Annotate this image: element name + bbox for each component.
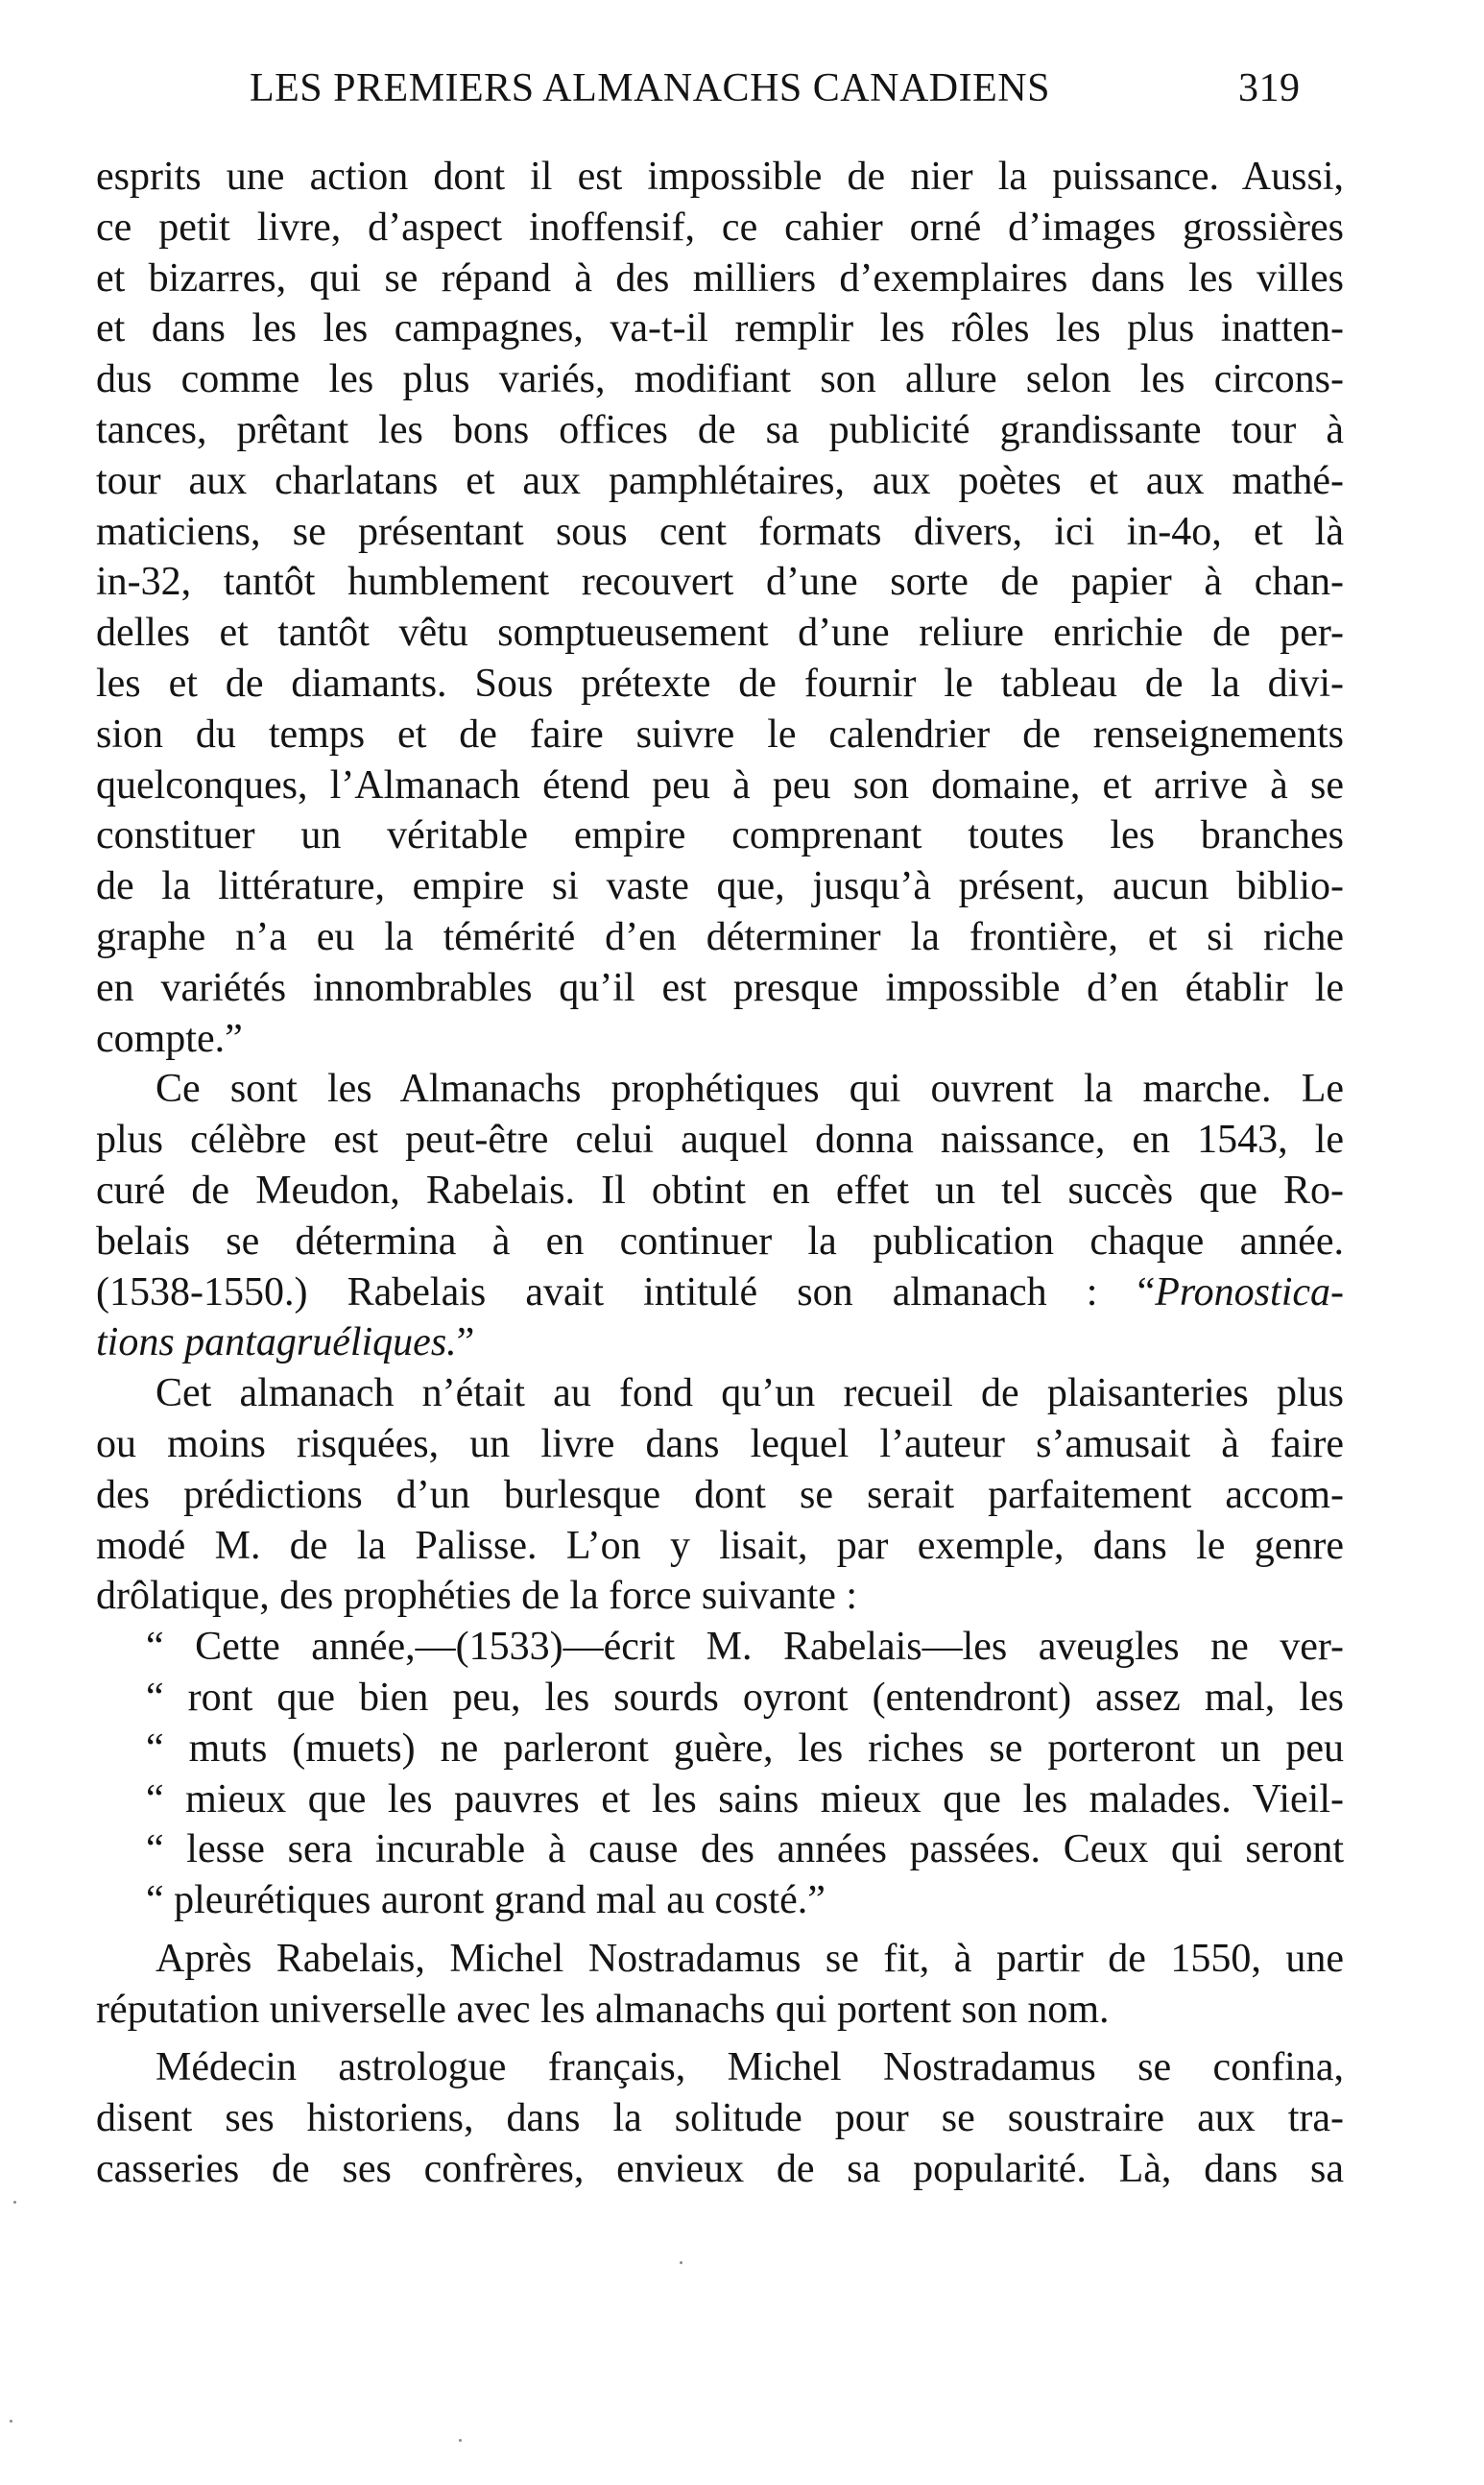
- quote-line: “ pleurétiques auront grand mal au costé.”: [146, 1878, 826, 1923]
- text-line: dus comme les plus variés, modifiant son allure selon les circons-: [96, 357, 1344, 402]
- text-line: [96, 1267, 1344, 1318]
- text-line: maticiens, se présentant sous cent formats divers, ici in-4o, et là: [96, 509, 1344, 554]
- page-number: 319: [1238, 66, 1301, 110]
- text-line: [96, 1317, 1344, 1368]
- quote-line: “ muts (muets) ne parleront guère, les riches se porteront un peu: [146, 1725, 1344, 1771]
- body-text: [96, 152, 1344, 2195]
- text-line: et dans les les campagnes, va-t-il remplir les rôles les plus inatten-: [96, 306, 1344, 351]
- text-line: in-32, tantôt humblement recouvert d’une sorte de papier à chan-: [96, 560, 1344, 605]
- text-line: en variétés innombrables qu’il est presque impossible d’en établir le: [96, 965, 1344, 1010]
- text-line: tour aux charlatans et aux pamphlétaires, aux poètes et aux mathé-: [96, 458, 1344, 503]
- text-line: compte.”: [96, 1016, 243, 1061]
- text-line: des prédictions d’un burlesque dont se serait parfaitement accom-: [96, 1472, 1344, 1517]
- italic-title: Pronostica-: [1155, 1269, 1344, 1315]
- text-line: curé de Meudon, Rabelais. Il obtint en effet un tel succès que Ro-: [96, 1168, 1344, 1213]
- text-line: Après Rabelais, Michel Nostradamus se fit, à partir de 1550, une: [156, 1936, 1344, 1981]
- quote-line: “ mieux que les pauvres et les sains mieux que les malades. Vieil-: [146, 1776, 1344, 1822]
- text-line: ou moins risquées, un livre dans lequel l’auteur s’amusait à faire: [96, 1421, 1344, 1466]
- text-line: constituer un véritable empire comprenant toutes les branches: [96, 813, 1344, 858]
- text-line: Cet almanach n’était au fond qu’un recueil de plaisanteries plus: [156, 1371, 1344, 1416]
- text-line: drôlatique, des prophéties de la force suivante :: [96, 1574, 858, 1619]
- running-title: LES PREMIERS ALMANACHS CANADIENS: [250, 66, 1050, 110]
- text-line: graphe n’a eu la témérité d’en déterminer la frontière, et si riche: [96, 914, 1344, 959]
- text-line: ce petit livre, d’aspect inoffensif, ce cahier orné d’images grossières: [96, 205, 1344, 250]
- text-line: Médecin astrologue français, Michel Nostradamus se confina,: [156, 2045, 1344, 2090]
- text-line: quelconques, l’Almanach étend peu à peu son domaine, et arrive à se: [96, 762, 1344, 808]
- paper-speck: [459, 2439, 462, 2442]
- quote-line: “ lesse sera incurable à cause des années passées. Ceux qui seront: [146, 1827, 1344, 1872]
- text-segment: (1538-1550.) Rabelais avait intitulé son almanach : “: [96, 1269, 1156, 1315]
- text-line: disent ses historiens, dans la solitude pour se soustraire aux tra-: [96, 2096, 1344, 2141]
- text-line: Ce sont les Almanachs prophétiques qui ouvrent la marche. Le: [156, 1067, 1344, 1112]
- text-line: réputation universelle avec les almanachs qui portent son nom.: [96, 1987, 1110, 2032]
- text-line: casseries de ses confrères, envieux de sa popularité. Là, dans sa: [96, 2147, 1344, 2192]
- text-line: sion du temps et de faire suivre le calendrier de renseignements: [96, 712, 1344, 757]
- text-line: de la littérature, empire si vaste que, jusqu’à présent, aucun biblio-: [96, 864, 1344, 909]
- text-line: plus célèbre est peut-être celui auquel donna naissance, en 1543, le: [96, 1118, 1344, 1163]
- italic-title: tions pantagruéliques.: [96, 1320, 457, 1365]
- text-line: esprits une action dont il est impossible de nier la puissance. Aussi,: [96, 155, 1344, 199]
- quote-line: “ Cette année,—(1533)—écrit M. Rabelais—les aveugles ne ver-: [146, 1625, 1344, 1670]
- text-line: tances, prêtant les bons offices de sa publicité grandissante tour à: [96, 407, 1344, 452]
- running-head: [96, 65, 1344, 123]
- paper-speck: [680, 2261, 682, 2264]
- text-line: les et de diamants. Sous prétexte de fournir le tableau de la divi-: [96, 661, 1344, 706]
- quote-line: “ ront que bien peu, les sourds oyront (entendront) assez mal, les: [146, 1675, 1344, 1720]
- text-line: belais se détermina à en continuer la publication chaque année.: [96, 1218, 1344, 1264]
- text-line: modé M. de la Palisse. L’on y lisait, par exemple, dans le genre: [96, 1523, 1344, 1568]
- paper-speck: [13, 2201, 16, 2204]
- text-line: et bizarres, qui se répand à des milliers d’exemplaires dans les villes: [96, 255, 1344, 301]
- text-line: delles et tantôt vêtu somptueusement d’une reliure enrichie de per-: [96, 611, 1344, 656]
- text-segment: ”: [456, 1320, 475, 1365]
- paper-speck: [10, 2420, 12, 2423]
